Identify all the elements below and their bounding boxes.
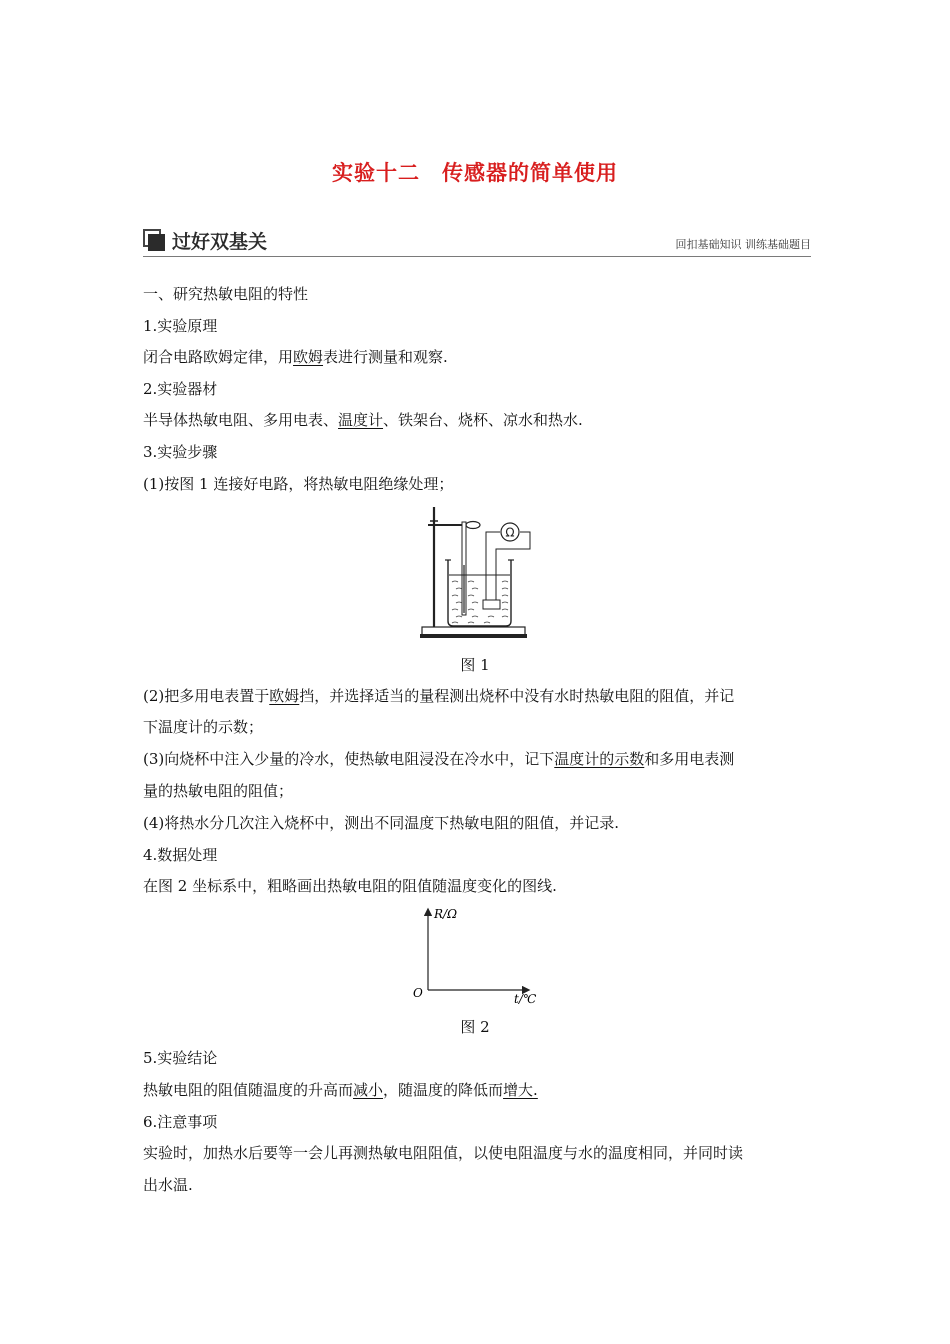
step-2-line-2: 下温度计的示数； <box>143 718 264 736</box>
steps-heading: 3.实验步骤 <box>143 443 218 461</box>
conclusion-heading: 5.实验结论 <box>143 1049 218 1067</box>
notes-line-2: 出水温. <box>143 1176 193 1194</box>
banner-square-fill-icon <box>148 234 165 251</box>
step-2-line-1: (2)把多用电表置于欧姆挡，并选择适当的量程测出烧杯中没有水时热敏电阻的阻值，并记 <box>143 687 735 705</box>
section-heading: 一、研究热敏电阻的特性 <box>143 285 309 303</box>
data-heading: 4.数据处理 <box>143 846 218 864</box>
notes-line-1: 实验时，加热水后要等一会儿再测热敏电阻阻值，以使电阻温度与水的温度相同，并同时读 <box>143 1144 744 1162</box>
notes-heading: 6.注意事项 <box>143 1113 218 1131</box>
step-1: (1)按图 1 连接好电路，将热敏电阻绝缘处理； <box>143 475 454 493</box>
principle-text: 闭合电路欧姆定律，用欧姆表进行测量和观察. <box>143 348 448 366</box>
figure-1-apparatus <box>418 505 543 640</box>
equipment-heading: 2.实验器材 <box>143 380 218 398</box>
principle-heading: 1.实验原理 <box>143 317 218 335</box>
step-4: (4)将热水分几次注入烧杯中，测出不同温度下热敏电阻的阻值，并记录. <box>143 814 620 832</box>
figure-1-caption: 图 1 <box>460 656 490 674</box>
x-axis-label: t/℃ <box>514 992 537 1006</box>
y-axis-label: R/Ω <box>434 907 458 921</box>
section-banner <box>143 226 811 257</box>
banner-right-text: 回扣基础知识 训练基础题目 <box>675 238 811 251</box>
meter-symbol: Ω <box>505 525 515 540</box>
step-3-line-1: (3)向烧杯中注入少量的冷水，使热敏电阻浸没在冷水中，记下温度计的示数和多用电表测 <box>143 750 735 768</box>
equipment-text: 半导体热敏电阻、多用电表、温度计、铁架台、烧杯、凉水和热水. <box>143 411 583 429</box>
page-title: 实验十二 传感器的简单使用 <box>332 161 618 185</box>
origin-label: O <box>413 986 423 1000</box>
figure-2-caption: 图 2 <box>460 1018 490 1036</box>
data-text: 在图 2 坐标系中，粗略画出热敏电阻的阻值随温度变化的图线. <box>143 877 557 895</box>
banner-heading: 过好双基关 <box>172 231 268 253</box>
conclusion-text: 热敏电阻的阻值随温度的升高而减小，随温度的降低而增大. <box>143 1081 538 1099</box>
step-3-line-2: 量的热敏电阻的阻值； <box>143 782 294 800</box>
figure-2-axes <box>408 902 543 1007</box>
